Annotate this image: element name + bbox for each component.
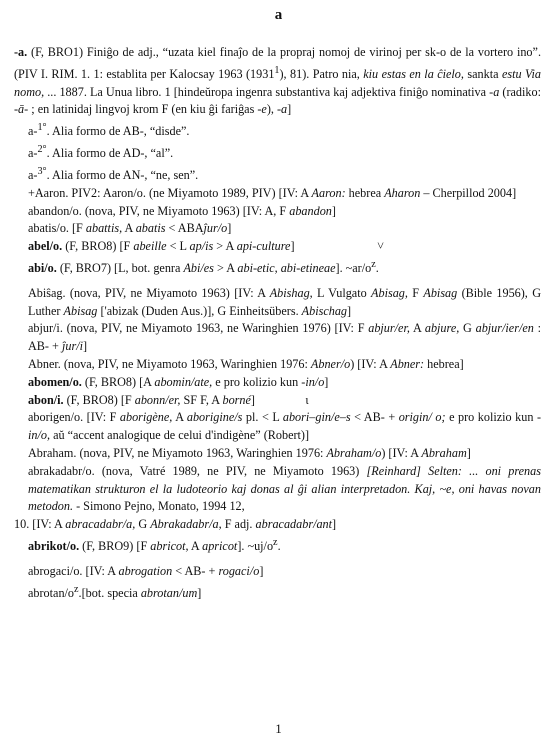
entry-abraham: Abraham. (nova, PIV, ne Miyamoto 1963, Waringhien 1976: Abraham/o) [IV: A Abraham]: [28, 446, 471, 461]
entry-a-prefix-2: a-$^{2^\circ}$. Alia formo de AD-, “al”.: [28, 144, 174, 161]
headword: abi/o.: [28, 261, 57, 276]
entry-abisag: Abiŝag. (nova, PIV, ne Miyamoto 1963) [IV: A Abishag, L Vulgato Abisag, F Abisag (Bible 1956), G Luther Abisag ['abizak (Duden Aus.)], G Einheitsübers. Abischag]: [28, 285, 541, 318]
entries-body: [14, 44, 541, 603]
entry-a-suffix: -a. (F, BRO1) Finiĝo de adj., “uzata kiel finaĵo de la propraj nomoj de virinoj per sk-o de la vortero ino”. (PIV I. RIM. 1. 1: establita per Kalocsay 1963 (1931$^1$), 81). Patro nia, kiu estas en la ĉielo, sankta estu Via nomo, ... 1887. La Unua libro. 1 [hindeŭropa ingenra substantiva kaj adjektiva finiĝo nominativa -a (radiko: -ā- ; en latinidaj lingvoj krom F (en kiu ĝi fariĝas -e), -a]: [14, 45, 542, 117]
entry-abandono: abandon/o. (nova, PIV, ne Miyamoto 1963) [IV: A, F abandon]: [28, 203, 336, 218]
pen-mark: ˅: [377, 239, 384, 254]
headword: abon/i.: [28, 392, 64, 407]
entry-aboni: abon/i. (F, BRO8) [F abonn/er, SF F, A borné] ɩ: [14, 392, 541, 410]
entry-abrakadabro: abrakadabr/o. (nova, Vatré 1989, ne PIV, ne Miyamoto 1963) [Reinhard] Selten: ... oni prenas matematikan strukturon el la ludoteorio kaj donas al ĝi alian interpretadon. Kaj, ~e, oni havas novan metodon. - Simono Pejno, Monato, 1994 12,: [28, 463, 541, 514]
entry-a-prefix-3: a-$^{3^\circ}$. Alia formo de AN-, “ne, sen”.: [28, 165, 199, 183]
entry-abjuri: abjur/i. (nova, PIV, ne Miyamoto 1963, ne Waringhien 1976) [IV: F abjur/er, A abjure, G abjur/ier/en : AB- + ĵur/i]: [28, 321, 541, 354]
entry-abrogacio: abrogaci/o. [IV: A abrogation < AB- + rogaci/o]: [28, 563, 264, 578]
entry-aaron: +Aaron. PIV2: Aaron/o. (ne Miyamoto 1989, PIV) [IV: A Aaron: hebrea Aharon – Cherpillod 2004]: [28, 185, 517, 200]
entry-abrikoto: abrikot/o. (F, BRO9) [F abricot, A apricot]. $\sim uj/o^z$.: [28, 537, 281, 554]
entry-abelo: abel/o. (F, BRO8) [F abeille < L ap/is > A api-culture] ˅: [14, 238, 541, 256]
entry-abatiso: abatis/o. [F abattis, A abatis < ABAĵur/o]: [28, 221, 232, 236]
headword: abrikot/o.: [28, 539, 80, 554]
headword: abomen/o.: [28, 374, 82, 389]
entry-abner: Abner. (nova, PIV, ne Miyamoto 1963, Waringhien 1976: Abner/o) [IV: A Abner: hebrea]: [28, 357, 464, 372]
entry-a-prefix-1: a-$^{1^\circ}$. Alia formo de AB-, “disde”.: [28, 122, 190, 139]
page-header-letter: a: [274, 7, 283, 23]
entry-abrakadabro-cont: 10. [IV: A abracadabr/a, G Abrakadabr/a, F adj. abracadabr/ant]: [14, 517, 337, 532]
headword: abel/o.: [28, 239, 63, 254]
entry-abio: abi/o. (F, BRO7) [L, bot. genra Abi/es > A abi-etic, abi-etineae]. $\sim ar/o^z$.: [28, 259, 379, 276]
headword: -a.: [14, 45, 28, 59]
pen-mark: ɩ: [305, 392, 309, 407]
entry-abomeno: abomen/o. (F, BRO8) [A abomin/ate, e pro kolizio kun -in/o]: [28, 374, 329, 389]
entry-abrotano: abrotan/$o^z.[bot$. specia abrotan/um]: [28, 583, 202, 600]
page-number: 1: [275, 721, 282, 736]
entry-aborigeno: aborigen/o. [IV: F aborigène, A aborigine/s pl. < L abori–gin/e–s < AB- + origin/ o; e pro kolizio kun -in/o, aŭ “accent analogique de celui d'indigène” (Robert)]: [28, 410, 541, 443]
